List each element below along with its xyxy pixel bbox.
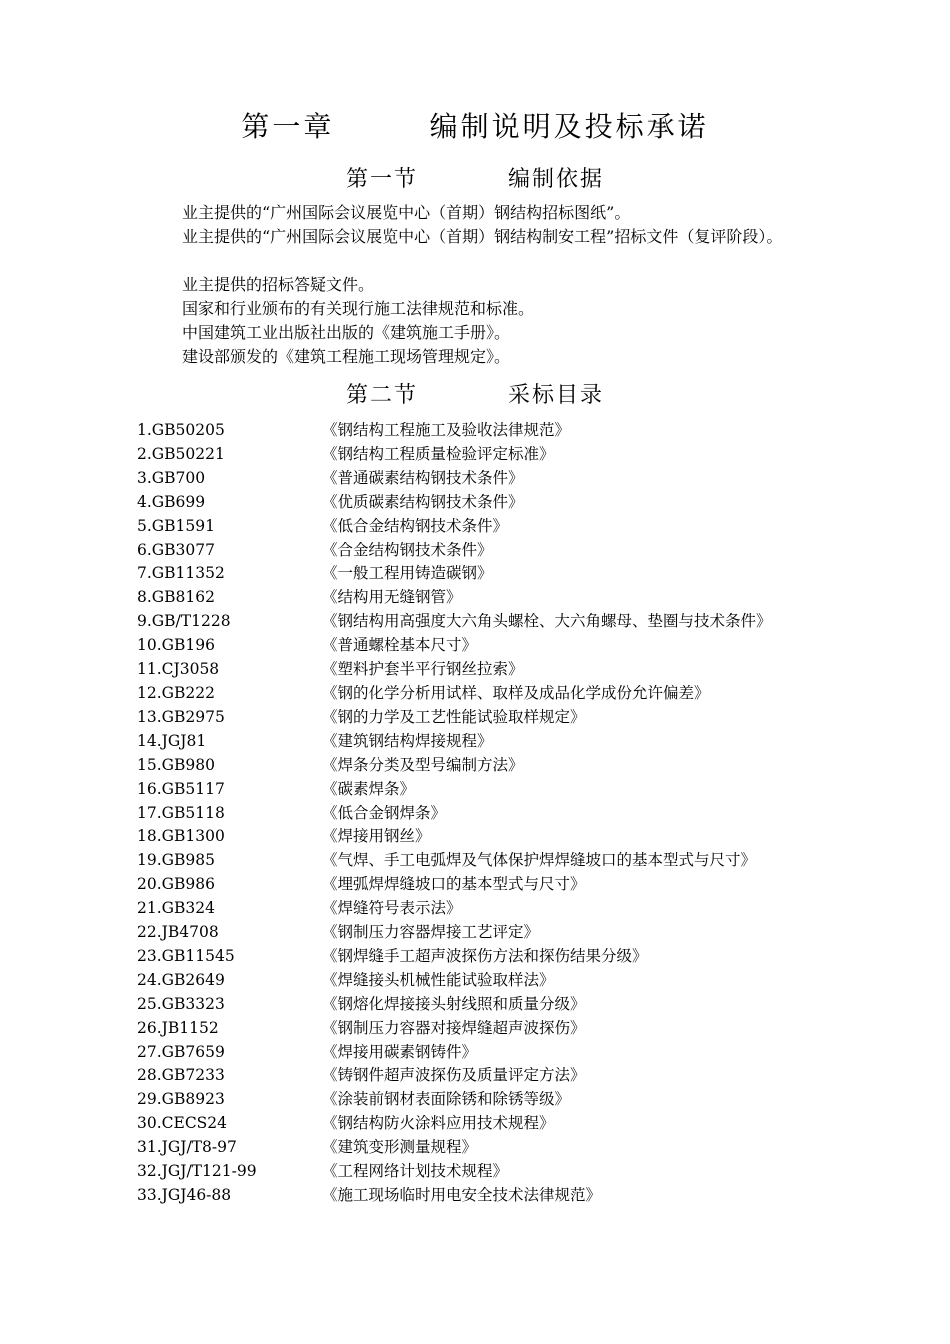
standard-item — [137, 706, 862, 730]
standard-item — [137, 1136, 862, 1160]
standard-item — [137, 754, 862, 778]
standard-title: 《焊接用碳素钢铸件》 — [322, 1042, 478, 1061]
standard-title: 《低合金结构钢技术条件》 — [322, 516, 509, 535]
standard-item — [137, 491, 862, 515]
standard-item — [137, 1160, 862, 1184]
standard-title: 《钢的化学分析用试样、取样及成品化学成份允许偏差》 — [322, 683, 710, 702]
standard-code: 2.GB50221 — [137, 444, 225, 463]
standard-title: 《钢制压力容器焊接工艺评定》 — [322, 923, 540, 942]
standard-title: 《气焊、手工电弧焊及气体保护焊焊缝坡口的基本型式与尺寸》 — [322, 851, 757, 870]
standard-code: 15.GB980 — [137, 755, 216, 774]
standard-title: 《碳素焊条》 — [322, 779, 416, 798]
standard-title: 《钢的力学及工艺性能试验取样规定》 — [322, 707, 586, 726]
standard-title: 《普通螺栓基本尺寸》 — [322, 636, 478, 655]
standard-item — [137, 467, 862, 491]
standard-title: 《低合金钢焊条》 — [322, 803, 447, 822]
standard-code: 28.GB7233 — [137, 1066, 225, 1085]
standard-code: 16.GB5117 — [137, 779, 225, 798]
standard-item — [137, 730, 862, 754]
standard-item — [137, 419, 862, 443]
chapter-title: 第一章 编制说明及投标承诺 — [241, 110, 709, 143]
standard-item — [137, 849, 862, 873]
standard-code: 31.JGJ/T8-97 — [137, 1138, 237, 1157]
standard-code: 5.GB1591 — [137, 516, 216, 535]
basis-paragraph: 业主提供的“广州国际会议展览中心（首期）钢结构制安工程”招标文件（复评阶段）。 — [182, 227, 783, 246]
standard-title: 《钢结构工程施工及验收法律规范》 — [322, 421, 571, 439]
standard-item — [137, 658, 862, 682]
standard-title: 《钢结构用高强度大六角头螺栓、大六角螺母、垫圈与技术条件》 — [322, 612, 772, 631]
standard-item — [137, 778, 862, 802]
standard-title: 《工程网络计划技术规程》 — [322, 1162, 509, 1181]
standard-item — [137, 562, 862, 586]
standard-title: 《施工现场临时用电安全技术法律规范》 — [322, 1186, 602, 1204]
section-title-standards: 第二节 采标目录 — [346, 383, 604, 408]
standard-code: 14.JGJ81 — [137, 731, 207, 750]
section-title-basis: 第一节 编制依据 — [346, 167, 604, 192]
standard-title: 《铸钢件超声波探伤及质量评定方法》 — [322, 1066, 586, 1085]
standard-title: 《优质碳素结构钢技术条件》 — [322, 492, 524, 511]
standard-item — [137, 1041, 862, 1065]
standard-code: 6.GB3077 — [137, 540, 216, 559]
standard-code: 24.GB2649 — [137, 970, 225, 989]
standard-code: 10.GB196 — [137, 636, 216, 655]
basis-paragraph: 中国建筑工业出版社出版的《建筑施工手册》。 — [182, 323, 511, 342]
standard-title: 《焊条分类及型号编制方法》 — [322, 755, 524, 774]
standard-code: 1.GB50205 — [137, 421, 225, 439]
standard-title: 《钢结构防火涂料应用技术规程》 — [322, 1114, 555, 1133]
standard-code: 22.JB4708 — [137, 923, 219, 942]
standard-title: 《焊接用钢丝》 — [322, 827, 431, 846]
standard-code: 9.GB/T1228 — [137, 612, 231, 631]
standard-item — [137, 610, 862, 634]
standard-item — [137, 1088, 862, 1112]
basis-paragraph: 业主提供的招标答疑文件。 — [182, 275, 375, 294]
standard-code: 18.GB1300 — [137, 827, 225, 846]
standard-code: 12.GB222 — [137, 683, 216, 702]
standard-title: 《一般工程用铸造碳钢》 — [322, 564, 493, 583]
standard-item — [137, 586, 862, 610]
standard-item — [137, 825, 862, 849]
standard-title: 《建筑钢结构焊接规程》 — [322, 731, 493, 750]
standard-title: 《合金结构钢技术条件》 — [322, 540, 493, 559]
standard-title: 《钢熔化焊接接头射线照和质量分级》 — [322, 994, 586, 1013]
standard-code: 7.GB11352 — [137, 564, 225, 583]
standard-item — [137, 634, 862, 658]
standard-code: 3.GB700 — [137, 468, 206, 487]
standard-title: 《焊缝接头机械性能试验取样法》 — [322, 970, 555, 989]
basis-paragraph: 国家和行业颁布的有关现行施工法律规范和标准。 — [182, 299, 535, 318]
standard-code: 21.GB324 — [137, 899, 216, 918]
standard-code: 4.GB699 — [137, 492, 206, 511]
standard-item — [137, 1017, 862, 1041]
standard-title: 《涂装前钢材表面除锈和除锈等级》 — [322, 1090, 571, 1109]
standard-title: 《埋弧焊焊缝坡口的基本型式与尺寸》 — [322, 875, 586, 894]
basis-paragraph: 建设部颁发的《建筑工程施工现场管理规定》。 — [182, 347, 511, 366]
standard-item — [137, 515, 862, 539]
standard-code: 30.CECS24 — [137, 1114, 228, 1133]
standard-item — [137, 1112, 862, 1136]
standard-code: 32.JGJ/T121-99 — [137, 1162, 257, 1181]
standard-code: 8.GB8162 — [137, 588, 216, 607]
standard-code: 19.GB985 — [137, 851, 216, 870]
standard-item — [137, 969, 862, 993]
standard-code: 23.GB11545 — [137, 946, 235, 965]
standard-item — [137, 873, 862, 897]
standard-item — [137, 802, 862, 826]
standard-item — [137, 945, 862, 969]
standard-item — [137, 1184, 862, 1208]
standard-item — [137, 682, 862, 706]
standard-code: 26.JB1152 — [137, 1018, 219, 1037]
standard-title: 《钢制压力容器对接焊缝超声波探伤》 — [322, 1018, 586, 1037]
standard-code: 20.GB986 — [137, 875, 216, 894]
standard-title: 《塑料护套半平行钢丝拉索》 — [322, 660, 524, 679]
standard-item — [137, 443, 862, 467]
standards-list — [137, 419, 862, 1208]
standard-title: 《建筑变形测量规程》 — [322, 1138, 478, 1157]
standard-title: 《钢结构工程质量检验评定标准》 — [322, 444, 555, 463]
standard-item — [137, 921, 862, 945]
basis-paragraph: 业主提供的“广州国际会议展览中心（首期）钢结构招标图纸”。 — [182, 203, 631, 222]
standard-item — [137, 1064, 862, 1088]
standard-code: 27.GB7659 — [137, 1042, 225, 1061]
standard-item — [137, 993, 862, 1017]
standard-code: 25.GB3323 — [137, 994, 225, 1013]
standard-code: 29.GB8923 — [137, 1090, 225, 1109]
standard-code: 11.CJ3058 — [137, 660, 220, 679]
standard-title: 《钢焊缝手工超声波探伤方法和探伤结果分级》 — [322, 946, 648, 965]
standard-code: 17.GB5118 — [137, 803, 225, 822]
standard-title: 《焊缝符号表示法》 — [322, 899, 462, 918]
standard-title: 《普通碳素结构钢技术条件》 — [322, 468, 524, 487]
standard-item — [137, 897, 862, 921]
standard-code: 13.GB2975 — [137, 707, 225, 726]
standard-code: 33.JGJ46-88 — [137, 1186, 232, 1204]
standard-title: 《结构用无缝钢管》 — [322, 588, 462, 607]
standard-item — [137, 539, 862, 563]
